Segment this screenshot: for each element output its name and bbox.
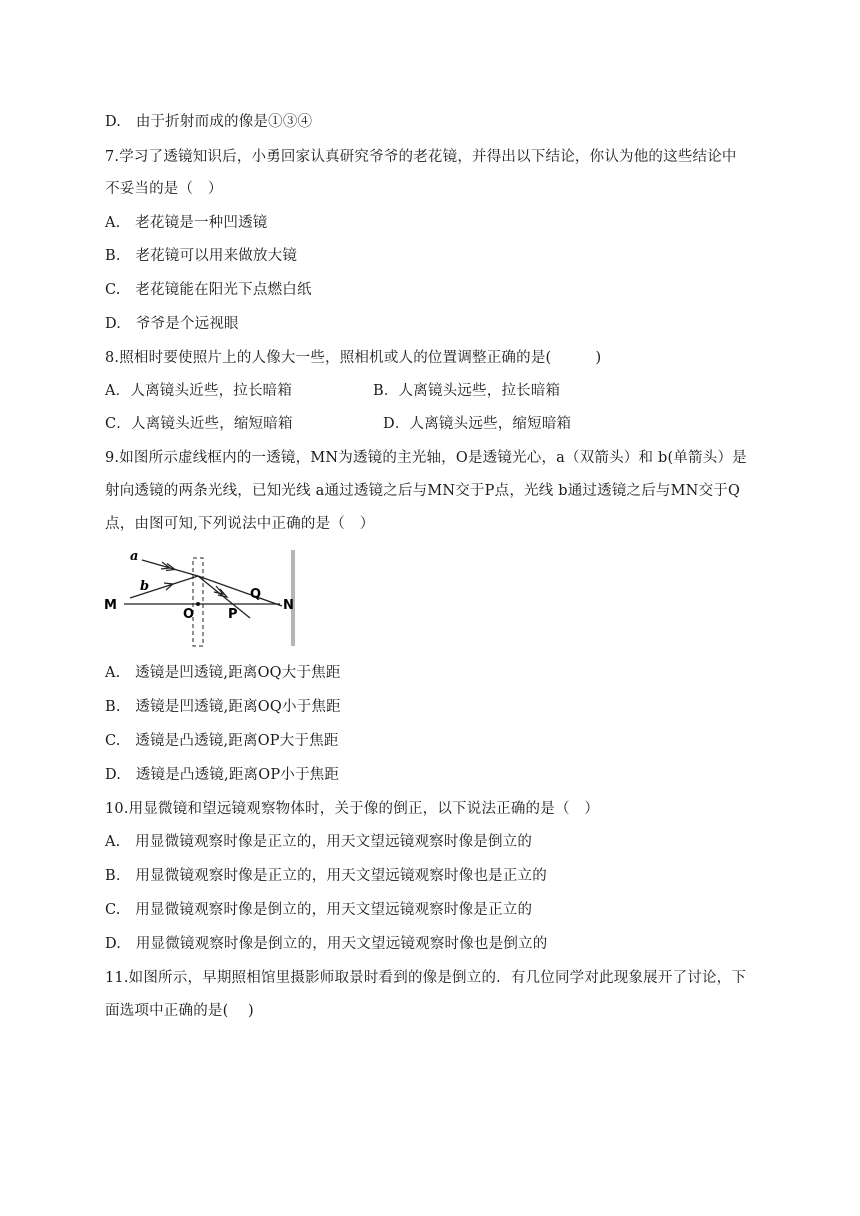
q8-option-b: B．人离镜头远些，拉长暗箱 [373, 383, 561, 399]
q10-option-a: A. 用显微镜观察时像是正立的，用天文望远镜观察时像是倒立的 [105, 834, 533, 850]
q7-stem-line2: 不妥当的是（ ） [105, 181, 223, 197]
q7-option-d: D. 爷爷是个远视眼 [105, 316, 239, 332]
label-p: P [228, 607, 238, 622]
q7-stem-line1: 7.学习了透镜知识后，小勇回家认真研究爷爷的老花镜，并得出以下结论，你认为他的这些结论中 [105, 149, 737, 165]
q10-option-b: B. 用显微镜观察时像是正立的，用天文望远镜观察时像也是正立的 [105, 868, 547, 884]
q8-option-d: D．人离镜头远些，缩短暗箱 [383, 416, 572, 432]
q11-stem-line1: 11.如图所示，早期照相馆里摄影师取景时看到的像是倒立的．有几位同学对此现象展开了讨论，下 [105, 970, 747, 986]
label-b: b [140, 579, 150, 594]
q10-stem: 10.用显微镜和望远镜观察物体时，关于像的倒正，以下说法正确的是（ ） [105, 801, 600, 817]
q8-options-row2 [105, 414, 705, 434]
ray-b-refracted [198, 576, 282, 606]
q9-option-b: B. 透镜是凹透镜,距离OQ小于焦距 [105, 699, 341, 715]
q6-option-d: D. 由于折射而成的像是①③④ [105, 114, 313, 130]
q8-options-row1 [105, 381, 705, 401]
label-m: M [104, 598, 117, 613]
q9-option-a: A. 透镜是凹透镜,距离OQ大于焦距 [105, 665, 341, 681]
q10-option-d: D. 用显微镜观察时像是倒立的，用天文望远镜观察时像也是倒立的 [105, 936, 548, 952]
q11-stem-line2: 面选项中正确的是( ) [105, 1003, 254, 1019]
label-n: N [283, 598, 294, 613]
q9-option-d: D. 透镜是凸透镜,距离OP小于焦距 [105, 767, 340, 783]
q7-option-b: B. 老花镜可以用来做放大镜 [105, 248, 298, 264]
q9-stem-line3: 点，由图可知,下列说法中正确的是（ ） [105, 516, 375, 532]
q9-stem-line2: 射向透镜的两条光线，已知光线 a通过透镜之后与MN交于P点，光线 b通过透镜之后与MN交于Q [105, 483, 741, 499]
q9-option-c: C. 透镜是凸透镜,距离OP大于焦距 [105, 733, 339, 749]
ray-a-refracted [198, 576, 250, 618]
q10-option-c: C. 用显微镜观察时像是倒立的，用天文望远镜观察时像是正立的 [105, 902, 533, 918]
q8-stem: 8.照相时要使照片上的人像大一些，照相机或人的位置调整正确的是( ) [105, 350, 602, 366]
q8-option-c: C．人离镜头近些，缩短暗箱 [105, 416, 293, 432]
q9-lens-figure [100, 548, 300, 650]
q7-option-c: C. 老花镜能在阳光下点燃白纸 [105, 282, 312, 298]
label-q: Q [250, 587, 262, 602]
optical-center-dot [196, 602, 200, 606]
label-a: a [130, 549, 139, 564]
q7-option-a: A. 老花镜是一种凹透镜 [105, 215, 268, 231]
label-o: O [183, 607, 195, 622]
q9-stem-line1: 9.如图所示虚线框内的一透镜，MN为透镜的主光轴，O是透镜光心，a（双箭头）和 b(单箭头）是 [105, 450, 747, 466]
q8-option-a: A．人离镜头近些，拉长暗箱 [105, 383, 293, 399]
